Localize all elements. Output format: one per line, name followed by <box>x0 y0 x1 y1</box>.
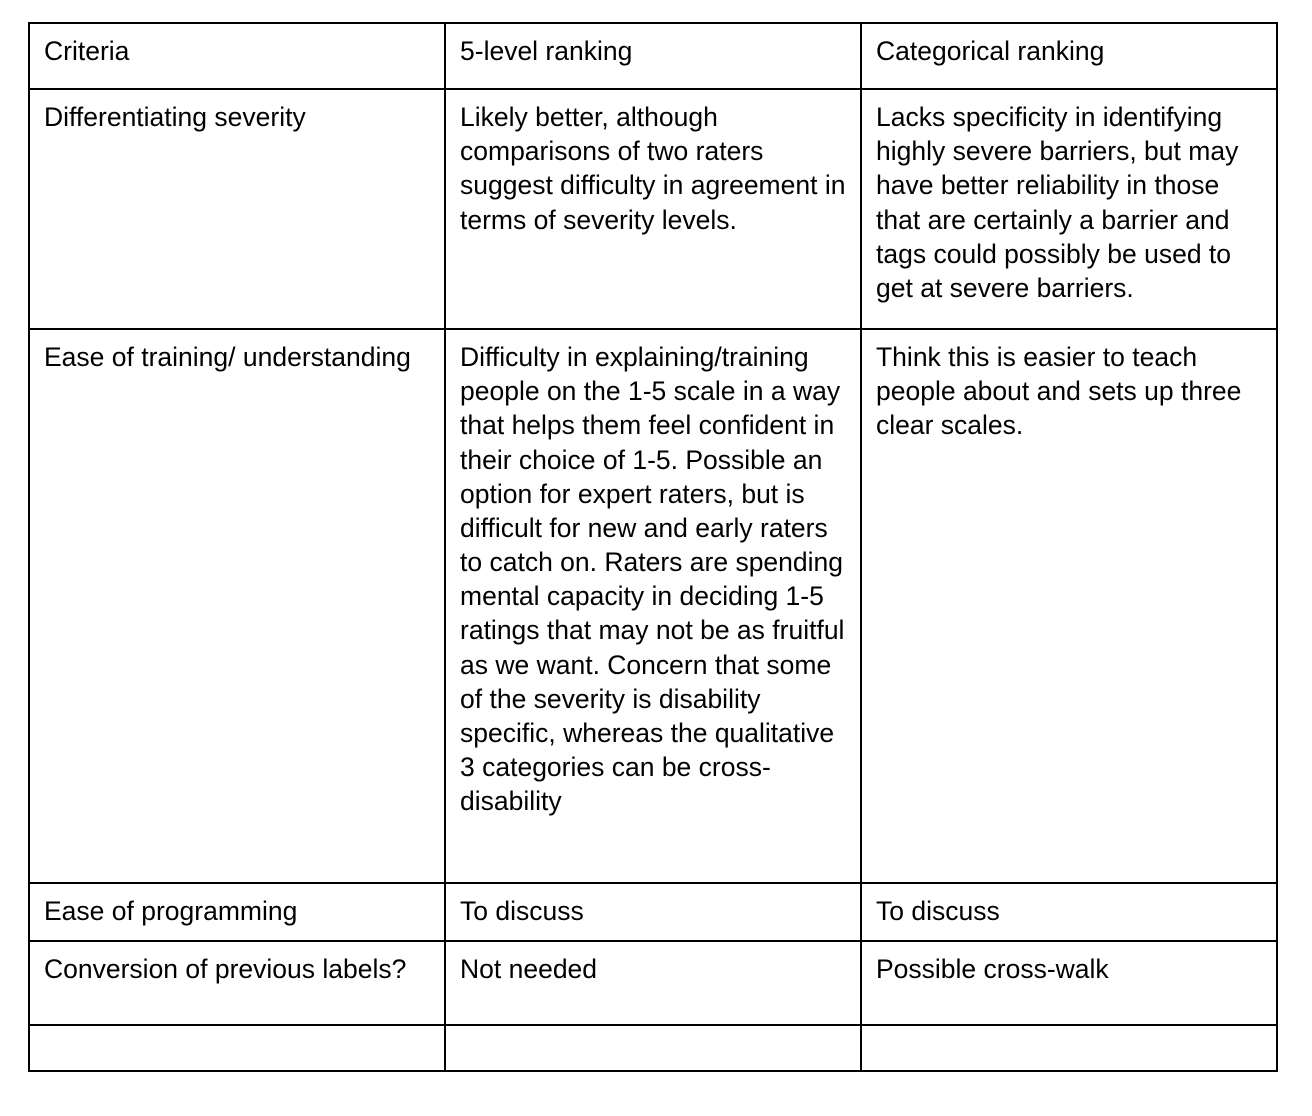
cell-criteria <box>29 329 445 883</box>
column-header-five-level-label: 5-level ranking <box>460 36 633 66</box>
cell-criteria-text: Ease of programming <box>44 896 298 926</box>
cell-five-level-text: Likely better, although comparisons of two raters suggest difficulty in agreement in terms of severity levels. <box>460 102 846 235</box>
column-header-criteria-label: Criteria <box>44 36 130 66</box>
cell-five-level-text: Difficulty in explaining/training people on the 1-5 scale in a way that helps them feel confident in their choice of 1-5. Possible an option for expert raters, but is difficult for new and early raters to catch on. Raters are spending mental capacity in deciding 1-5 ratings that may not be as fruitful as we want. Concern that some of the severity is disability specific, whereas the qualitative 3 categories can be cross-disability <box>460 342 845 817</box>
cell-criteria-text: Ease of training/ understanding <box>44 342 411 372</box>
table-row <box>29 89 1277 329</box>
cell-categorical <box>861 329 1277 883</box>
cell-categorical <box>861 941 1277 1025</box>
cell-five-level <box>445 89 861 329</box>
table-row-empty <box>29 1025 1277 1071</box>
cell-criteria <box>29 89 445 329</box>
cell-categorical-text: To discuss <box>876 896 1000 926</box>
column-header-criteria <box>29 23 445 89</box>
cell-criteria <box>29 1025 445 1071</box>
comparison-table <box>28 22 1278 1072</box>
cell-categorical-text: Lacks specificity in identifying highly severe barriers, but may have better reliability in those that are certainly a barrier and tags could possibly be used to get at severe barriers. <box>876 102 1239 303</box>
cell-categorical <box>861 1025 1277 1071</box>
cell-criteria <box>29 883 445 941</box>
cell-five-level-text: To discuss <box>460 896 584 926</box>
cell-five-level-text: Not needed <box>460 954 598 985</box>
cell-five-level <box>445 883 861 941</box>
column-header-categorical <box>861 23 1277 89</box>
cell-categorical-text: Think this is easier to teach people about and sets up three clear scales. <box>876 342 1242 441</box>
cell-five-level <box>445 941 861 1025</box>
cell-categorical-text: Possible cross-walk <box>876 954 1109 985</box>
table-row <box>29 329 1277 883</box>
table-row <box>29 883 1277 941</box>
cell-five-level <box>445 1025 861 1071</box>
table-row <box>29 941 1277 1025</box>
cell-criteria-text: Conversion of previous labels? <box>44 954 407 985</box>
comparison-table-container <box>28 22 1276 1072</box>
cell-five-level <box>445 329 861 883</box>
cell-criteria <box>29 941 445 1025</box>
table-header-row <box>29 23 1277 89</box>
cell-criteria-text: Differentiating severity <box>44 102 306 132</box>
column-header-five-level <box>445 23 861 89</box>
cell-categorical <box>861 89 1277 329</box>
column-header-categorical-label: Categorical ranking <box>876 36 1105 66</box>
cell-categorical <box>861 883 1277 941</box>
